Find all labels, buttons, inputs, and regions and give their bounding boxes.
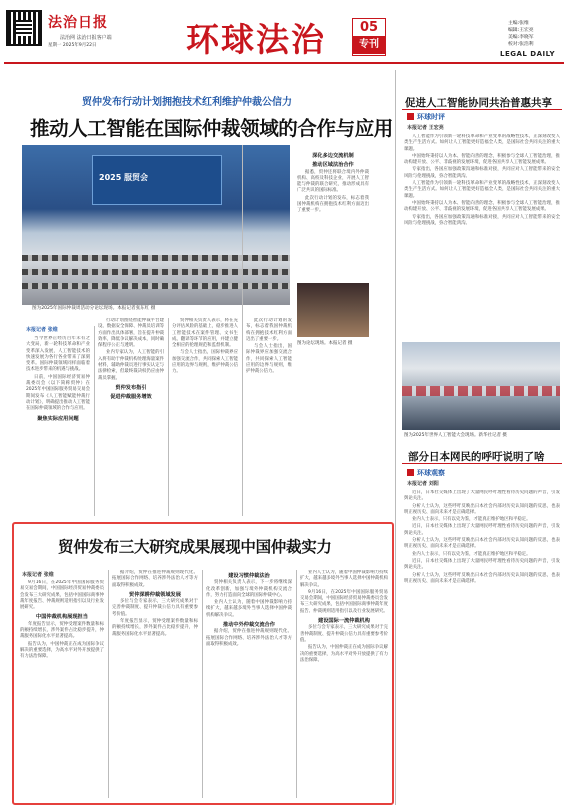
bottom-column-1 [20,580,104,798]
column-divider [94,326,95,516]
paragraph: 据介绍，贸仲在推进仲裁规则现代化、拓展国际合作网络、培养涉外法治人才等方面取得积极成效。 [206,629,292,647]
paragraph: 业内人士认为，随着中国仲裁影响力持续扩大，越来越多境外当事人选择中国仲裁机构解决争议。 [300,570,388,588]
paragraph: 分析人士认为，这些呼吁反映出日本社会内部对历史认知问题的反思，也表明正视历史、面向未来才是正确选择。 [404,572,560,584]
column-divider [242,145,243,516]
column-divider [108,570,109,798]
paragraph: 9月16日，在2025年中国国际服务贸易交易会期间，中国国际经济贸易仲裁委员会发布三大研究成果，包括中国国际商事仲裁年度报告、仲裁规则适用指引以及行业发展研究。 [300,589,388,614]
column-divider [202,570,203,798]
paragraph: 9月16日，在2025年中国国际服务贸易交易会期间，中国国际经济贸易仲裁委员会发布三大研究成果，包括中国国际商事仲裁年度报告、仲裁规则适用指引以及行业发展研究。 [20,580,104,611]
ai-conference-photo [402,342,560,430]
paragraph: 多位与会专家表示，三大研究成果对于完善仲裁制度、提升仲裁公信力具有重要参考价值。 [112,599,198,617]
paragraph: 中国始终秉持以人为本、智能向善的理念，积极参与全球人工智能治理，推动构建开放、公平、非歧视的发展环境，促进各国共享人工智能发展成果。 [404,153,560,166]
ai-photo-caption: 图为2025年世界人工智能大会现场。新华社记者 摄 [404,433,507,438]
subheading: 贸仲深耕仲裁领域发展 [129,591,181,598]
bottom-column-2 [112,570,198,798]
right-article-1-text [404,134,560,338]
paragraph: 专家指出，各国应加强政策沟通和标准对接，共同应对人工智能带来的安全风险与伦理挑战，弥合智能鸿沟。 [404,214,560,226]
headline-rule [402,109,562,110]
paper-subtitle: 法治网 法治日报客户端 [60,35,112,41]
section-divider [395,70,396,805]
lead-column-3 [172,318,238,516]
paragraph: 业内人士表示，只有以史为鉴，才能真正维护地区和平稳定。 [412,517,531,523]
paragraph: 业内专家认为，人工智能的引入将有助于仲裁机构处理海量案件材料，辅助仲裁员进行事实认定与法律检索，但最终裁决权仍应由仲裁员掌握。 [98,350,164,381]
bottom-headline: 贸仲发布三大研究成果展现中国仲裁实力 [58,538,332,556]
staff-list [508,20,534,48]
masthead [0,0,568,62]
paragraph: 分析人士认为，这些呼吁反映出日本社会内部对历史认知问题的反思，也表明正视历史、面向未来才是正确选择。 [404,503,560,515]
staff-proofreader: 校对:张浩利 [508,42,534,47]
subheading: 建设习惯仲裁法治 [228,573,270,579]
subheading: 推动区域法治合作 [312,162,354,169]
qr-code-icon [6,10,42,46]
audience-row [22,283,290,289]
staff-designer: 美编:李晓军 [508,35,534,40]
paragraph: 业内人士表示，只有以史为鉴，才能真正维护地区和平稳定。 [412,551,531,557]
lead-headline: 推动人工智能在国际仲裁领域的合作与应用 [30,117,393,140]
right-headline-1: 促进人工智能协同共治普惠共享 [405,97,552,109]
paragraph: 当今世界正经历百年未有之大变局，新一轮科技革命和产业变革深入发展，人工智能技术的快速发展为各行各业带来了深刻变革。国际仲裁领域同样面临着技术进步带来的机遇与挑战。 [26,336,90,373]
subheading: 促进仲裁服务增效 [110,394,152,401]
page-title: 环球法治 [186,20,326,59]
page-number: 05 [359,20,379,35]
paragraph: 此次行动计划的发布，标志着我国仲裁机构在拥抱技术红利方面迈出了重要一步。 [246,318,292,342]
paragraph: 行动计划围绕智能仲裁平台建设、数据安全保障、仲裁员培训等方面作出具体部署，旨在提升仲裁效率，降低争议解决成本，同时确保程序公正与透明。 [98,318,164,349]
lead-photo [22,145,290,305]
paragraph: 年度报告显示，贸仲受理案件数量和标的额持续增长，涉外案件占比稳步提升，仲裁服务国际化水平显著提高。 [112,619,198,637]
subheading: 贸仲发布指引 [115,384,147,391]
paragraph: 日前，中国国际经济贸易仲裁委员会（以下简称贸仲）在2025年中国国际服务贸易交易会期间发布《人工智能赋能仲裁行动计划》，明确提出推动人工智能在国际仲裁领域的合作与应用。 [26,374,90,412]
right-byline-1: 本报记者 王宏亮 [407,125,444,131]
bottom-byline: 本报记者 张维 [22,572,54,578]
paragraph: 中国始终秉持以人为本、智能向善的理念，积极参与全球人工智能治理，推动构建开放、公平、非歧视的发展环境，促进各国共享人工智能发展成果。 [404,200,560,213]
paragraph: 贸仲相关负责人表示，下一步将继续深化改革创新，加强与境外仲裁机构交流合作，努力打造面向全球的国际仲裁中心。 [206,580,292,598]
right-byline-2: 本报记者 刘阳 [407,481,439,487]
audience-row [22,269,290,275]
column-divider [296,570,297,798]
staff-editor: 编辑:王宏亮 [508,28,534,33]
screen-text: 2025 服贸会 [99,173,149,182]
forum-photo-caption: 图为论坛现场。本报记者 摄 [297,341,353,346]
page-label: 专刊 [353,36,385,54]
banner-strip [402,386,560,396]
paragraph: 多位与会专家表示，三大研究成果对于完善仲裁制度、提升仲裁公信力具有重要参考价值。 [300,625,388,643]
paragraph: 近日，日本社交媒体上出现了大量网民呼吁理性看待历史问题的声音，引发舆论关注。 [404,558,560,571]
subheading: 建设国际一流仲裁机构 [318,618,370,625]
staff-editor: 主编:张维 [508,21,529,26]
lead-kicker: 贸仲发布行动计划拥抱技术红利维护仲裁公信力 [82,97,292,108]
lead-byline: 本报记者 张维 [26,327,58,333]
subheading: 聚焦实际应用问题 [37,415,79,422]
paragraph: 与会人士指出，国际仲裁界应加强交流合作，共同探索人工智能应用的边界与规则，维护仲裁公信力。 [246,344,292,375]
paragraph: 贸仲相关负责人表示，将在充分评估风险的基础上，稳步推进人工智能技术在案件管理、文书生成、翻译等环节的应用，并建立健全相应的伦理规范和监督机制。 [172,318,238,349]
paragraph: 与会人士指出，国际仲裁界应加强交流合作，共同探索人工智能应用的边界与规则，维护仲裁公信力。 [172,350,238,375]
column-tag: 环球时评 [407,112,445,122]
column-divider [168,318,169,516]
header-rule [4,62,564,64]
paragraph: 人工智能作为引领新一轮科技革命和产业变革的战略性技术，正深刻改变人类生产生活方式。如何让人工智能更好造福全人类，是国际社会共同关注的重大课题。 [404,134,560,152]
column-tag: 环球观察 [407,468,445,478]
headline-rule [402,463,562,464]
paragraph: 专家指出，各国应加强政策沟通和标准对接，共同应对人工智能带来的安全风险与伦理挑战，弥合智能鸿沟。 [404,167,560,179]
bottom-column-3 [206,570,292,798]
paragraph: 业内人士认为，随着中国仲裁影响力持续扩大，越来越多境外当事人选择中国仲裁机构解决争议。 [206,600,292,618]
subheading: 中国仲裁机构展现担当 [36,614,88,621]
lead-column-1 [26,336,90,516]
subheading: 深化多边交流机制 [312,153,354,159]
lead-column-5 [246,318,292,516]
lead-column-2 [98,318,164,516]
lead-column-4 [297,150,369,280]
paragraph: 年度报告显示，贸仲受理案件数量和标的额持续增长，涉外案件占比稳步提升，仲裁服务国际化水平显著提高。 [20,621,104,640]
right-headline-2: 部分日本网民的呼吁说明了啥 [408,451,545,463]
paragraph: 分析人士认为，这些呼吁反映出日本社会内部对历史认知问题的反思，也表明正视历史、面向未来才是正确选择。 [404,538,560,550]
english-title: LEGAL DAILY [500,50,556,58]
paragraph: 近日，日本社交媒体上出现了大量网民呼吁理性看待历史问题的声音，引发舆论关注。 [404,524,560,536]
paragraph: 近日，日本社交媒体上出现了大量网民呼吁理性看待历史问题的声音，引发舆论关注。 [404,490,560,502]
paragraph: 人工智能作为引领新一轮科技革命和产业变革的战略性技术，正深刻改变人类生产生活方式。如何让人工智能更好造福全人类，是国际社会共同关注的重大课题。 [404,181,560,199]
audience-row [22,255,290,261]
paragraph: 据悉，贸仲还将联合境内外仲裁机构、高校及科技企业，开展人工智能与仲裁的联合研究，推动形成具有广泛共识的国际标准。 [297,169,369,194]
issue-date: 星期一 2025年9月22日 [48,43,97,48]
right-article-2-text [404,490,560,802]
subheading: 推动中外仲裁交流合作 [223,622,275,629]
paragraph: 此次行动计划的发布，标志着我国仲裁机构在拥抱技术红利方面迈出了重要一步。 [297,195,369,214]
paragraph: 报告认为，中国仲裁正在成为国际争议解决的重要选择，为高水平对外开放提供了有力法治保障。 [300,645,388,663]
paragraph: 据介绍，贸仲在推进仲裁规则现代化、拓展国际合作网络、培养涉外法治人才等方面取得积极成效。 [112,570,198,588]
paper-logo: 法治日报 [48,15,108,31]
forum-photo [297,283,369,337]
paragraph: 报告认为，中国仲裁正在成为国际争议解决的重要选择，为高水平对外开放提供了有力法治保障。 [20,641,104,660]
stage-screen [92,155,222,205]
lead-photo-caption: 图为2025年国际仲裁周活动分论坛现场。本报记者张东红 摄 [32,306,156,311]
bottom-column-4 [300,570,388,798]
page-number-box [352,18,386,56]
